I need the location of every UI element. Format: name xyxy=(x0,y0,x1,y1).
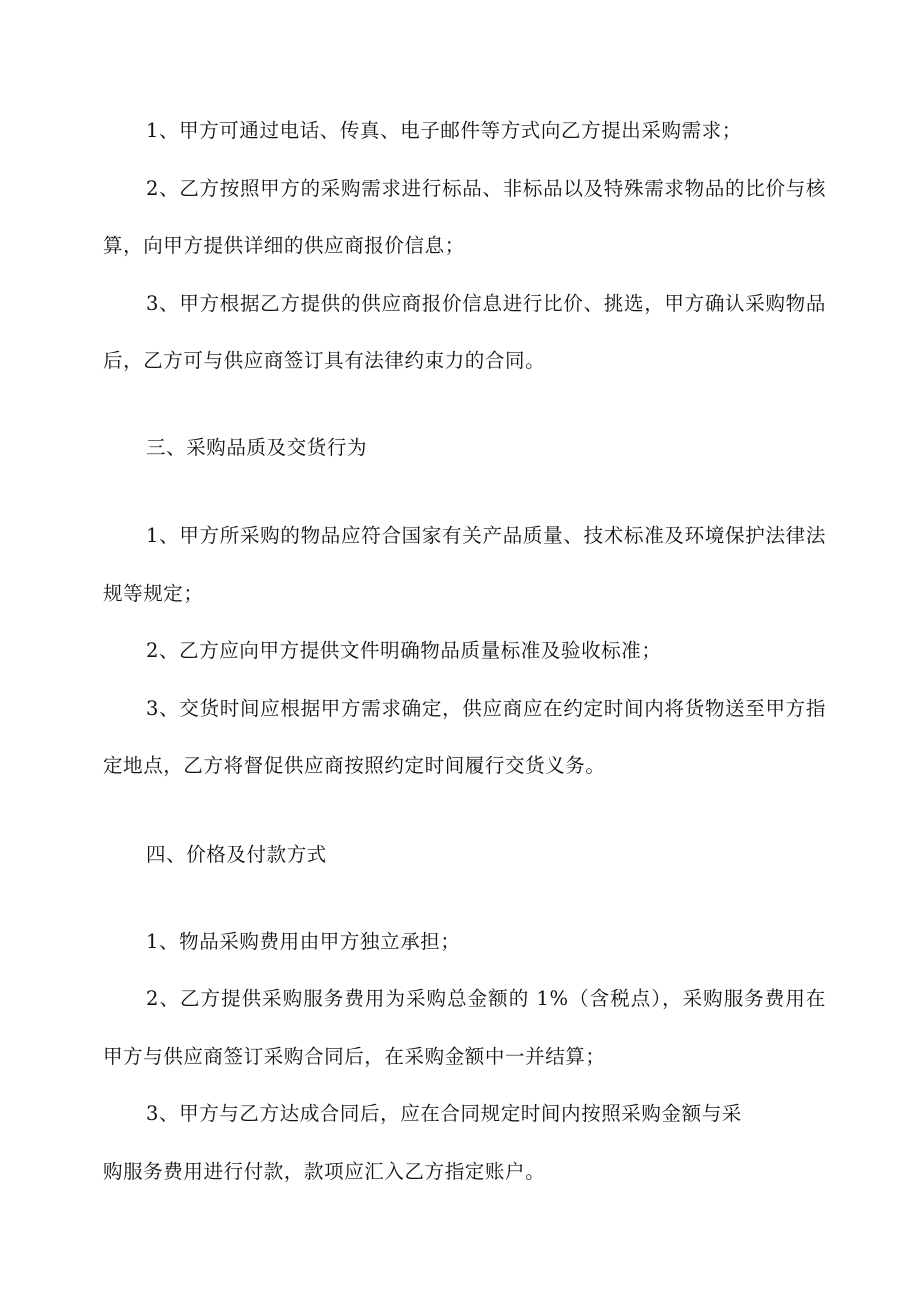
paragraph-line: 2、乙方应向甲方提供文件明确物品质量标准及验收标准； xyxy=(146,639,662,662)
paragraph-line: 2、乙方提供采购服务费用为采购总金额的 1%（含税点），采购服务费用在 xyxy=(146,987,826,1010)
paragraph-line: 1、甲方可通过电话、传真、电子邮件等方式向乙方提出采购需求； xyxy=(146,119,742,142)
paragraph-line: 规等规定； xyxy=(103,582,204,605)
paragraph-line: 3、甲方根据乙方提供的供应商报价信息进行比价、挑选，甲方确认采购物品 xyxy=(146,292,826,315)
section-heading: 四、价格及付款方式 xyxy=(146,843,327,866)
section-heading: 三、采购品质及交货行为 xyxy=(146,436,368,459)
paragraph-line: 3、甲方与乙方达成合同后，应在合同规定时间内按照采购金额与采 xyxy=(146,1102,742,1125)
paragraph-line: 1、甲方所采购的物品应符合国家有关产品质量、技术标准及环境保护法律法 xyxy=(146,524,826,547)
paragraph-line: 后，乙方可与供应商签订具有法律约束力的合同。 xyxy=(103,349,546,372)
paragraph-line: 购服务费用进行付款，款项应汇入乙方指定账户。 xyxy=(103,1160,546,1183)
paragraph-line: 定地点，乙方将督促供应商按照约定时间履行交货义务。 xyxy=(103,754,606,777)
paragraph-line: 算，向甲方提供详细的供应商报价信息； xyxy=(103,234,465,257)
paragraph-line: 3、交货时间应根据甲方需求确定，供应商应在约定时间内将货物送至甲方指 xyxy=(146,697,826,720)
paragraph-line: 1、物品采购费用由甲方独立承担； xyxy=(146,930,461,953)
paragraph-line: 甲方与供应商签订采购合同后，在采购金额中一并结算； xyxy=(103,1045,606,1068)
paragraph-line: 2、乙方按照甲方的采购需求进行标品、非标品以及特殊需求物品的比价与核 xyxy=(146,177,826,200)
